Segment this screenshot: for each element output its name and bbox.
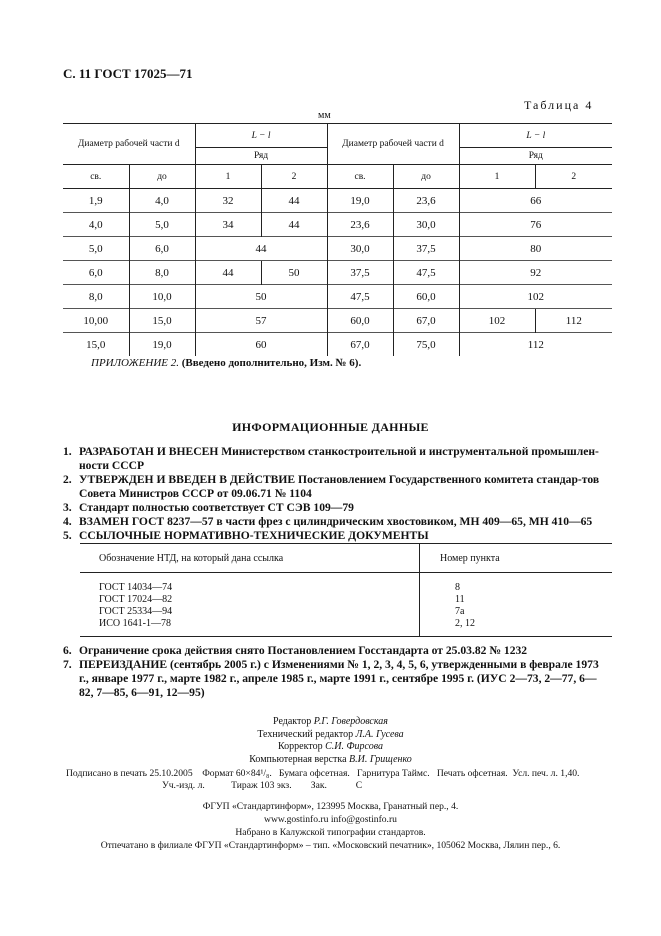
- editors-block: Редактор Р.Г. Говердовская Технический редактор Л.А. Гусева Корректор С.И. Фирсова Компьютерная верстка В.И. Грищенко: [249, 716, 412, 765]
- header-r2: 2: [535, 165, 612, 189]
- info-title: ИНФОРМАЦИОННЫЕ ДАННЫЕ: [232, 420, 429, 434]
- info-items-2: [63, 644, 608, 700]
- table-4: [63, 123, 612, 356]
- appendix-note: ПРИЛОЖЕНИЕ 2. (Введено дополнительно, Изм. № 6).: [91, 357, 362, 369]
- ref-num: 8: [455, 582, 460, 593]
- ref-doc: ГОСТ 17024—82: [99, 594, 173, 605]
- page-header: С. 11 ГОСТ 17025—71: [63, 66, 193, 81]
- ref-doc: ИСО 1641-1—78: [99, 618, 171, 629]
- publication-info: Подписано в печать 25.10.2005 Формат 60×84¹/₈. Бумага офсетная. Гарнитура Таймс. Печать офсетная. Усл. печ. л. 1,40. Уч.-изд. л. Тираж 103 экз. Зак. С: [66, 768, 580, 791]
- header-r1: 1: [459, 165, 535, 189]
- header-length-left: L − l: [195, 124, 327, 148]
- header-row-right: Ряд: [459, 148, 612, 165]
- header-diameter-left: Диаметр рабочей части d: [63, 124, 195, 165]
- table-row: 4,0 5,0 34 44 23,6 30,0 76: [63, 213, 612, 237]
- table-row: 6,0 8,0 44 50 37,5 47,5 92: [63, 261, 612, 285]
- header-sv: св.: [327, 165, 393, 189]
- list-item: 6. Ограничение срока действия снято Постановлением Госстандарта от 25.03.82 № 1232: [63, 644, 528, 657]
- header-do: до: [393, 165, 459, 189]
- table-row: 8,0 10,0 50 47,5 60,0 102: [63, 285, 612, 309]
- list-item: 3. Стандарт полностью соответствует СТ СЭВ 109—79: [63, 501, 354, 514]
- list-item: 5. ССЫЛОЧНЫЕ НОРМАТИВНО-ТЕХНИЧЕСКИЕ ДОКУМЕНТЫ: [63, 529, 429, 542]
- header-r1: 1: [195, 165, 261, 189]
- ref-header-num: Номер пункта: [420, 544, 613, 573]
- table-row: 10,00 15,0 57 60,0 67,0 102 112: [63, 309, 612, 333]
- table-caption: Таблица 4: [524, 98, 594, 112]
- footer: ФГУП «Стандартинформ», 123995 Москва, Гранатный пер., 4. www.gostinfo.ru info@gostinfo.ru Набрано в Калужской типографии стандартов. Отпечатано в филиале ФГУП «Стандартинформ» – тип. «Московский печатник», 105062 Москва, Лялин пер., 6.: [100, 801, 561, 851]
- header-diameter-right: Диаметр рабочей части d: [327, 124, 459, 165]
- list-item: 2. УТВЕРЖДЕН И ВВЕДЕН В ДЕЙСТВИЕ Постановлением Государственного комитета стандар-тов Совета Министров СССР от 09.06.71 № 1104: [63, 473, 600, 500]
- ref-num: 11: [455, 594, 465, 605]
- table-row: 5,0 6,0 44 30,0 37,5 80: [63, 237, 612, 261]
- header-length-right: L − l: [459, 124, 612, 148]
- ref-header-doc: Обозначение НТД, на который дана ссылка: [80, 544, 420, 573]
- table-unit: мм: [318, 110, 331, 121]
- list-item: 1. РАЗРАБОТАН И ВНЕСЕН Министерством станкостроительной и инструментальной промышлен-ности СССР: [63, 445, 599, 472]
- reference-table: [80, 543, 612, 637]
- header-row-left: Ряд: [195, 148, 327, 165]
- table-row: 15,0 19,0 60 67,0 75,0 112: [63, 333, 612, 357]
- ref-num: 7а: [455, 606, 465, 617]
- header-sv: св.: [63, 165, 129, 189]
- list-item: 4. ВЗАМЕН ГОСТ 8237—57 в части фрез с цилиндрическим хвостовиком, МН 409—65, МН 410—65: [63, 515, 593, 528]
- ref-doc: ГОСТ 25334—94: [99, 606, 173, 617]
- ref-doc: ГОСТ 14034—74: [99, 582, 173, 593]
- header-do: до: [129, 165, 195, 189]
- info-items: [63, 445, 603, 543]
- list-item: 7. ПЕРЕИЗДАНИЕ (сентябрь 2005 г.) с Изменениями № 1, 2, 3, 4, 5, 6, утвержденными в феврале 1973 г., январе 1977 г., марте 1982 г., апреле 1985 г., марте 1991 г., сентябре 1995 г. (ИУС 2—73, 2—77, 6—82, 7—85, 6—91, 12—95): [63, 658, 599, 699]
- ref-num: 2, 12: [455, 618, 475, 629]
- table-row: 1,9 4,0 32 44 19,0 23,6 66: [63, 189, 612, 213]
- header-r2: 2: [261, 165, 327, 189]
